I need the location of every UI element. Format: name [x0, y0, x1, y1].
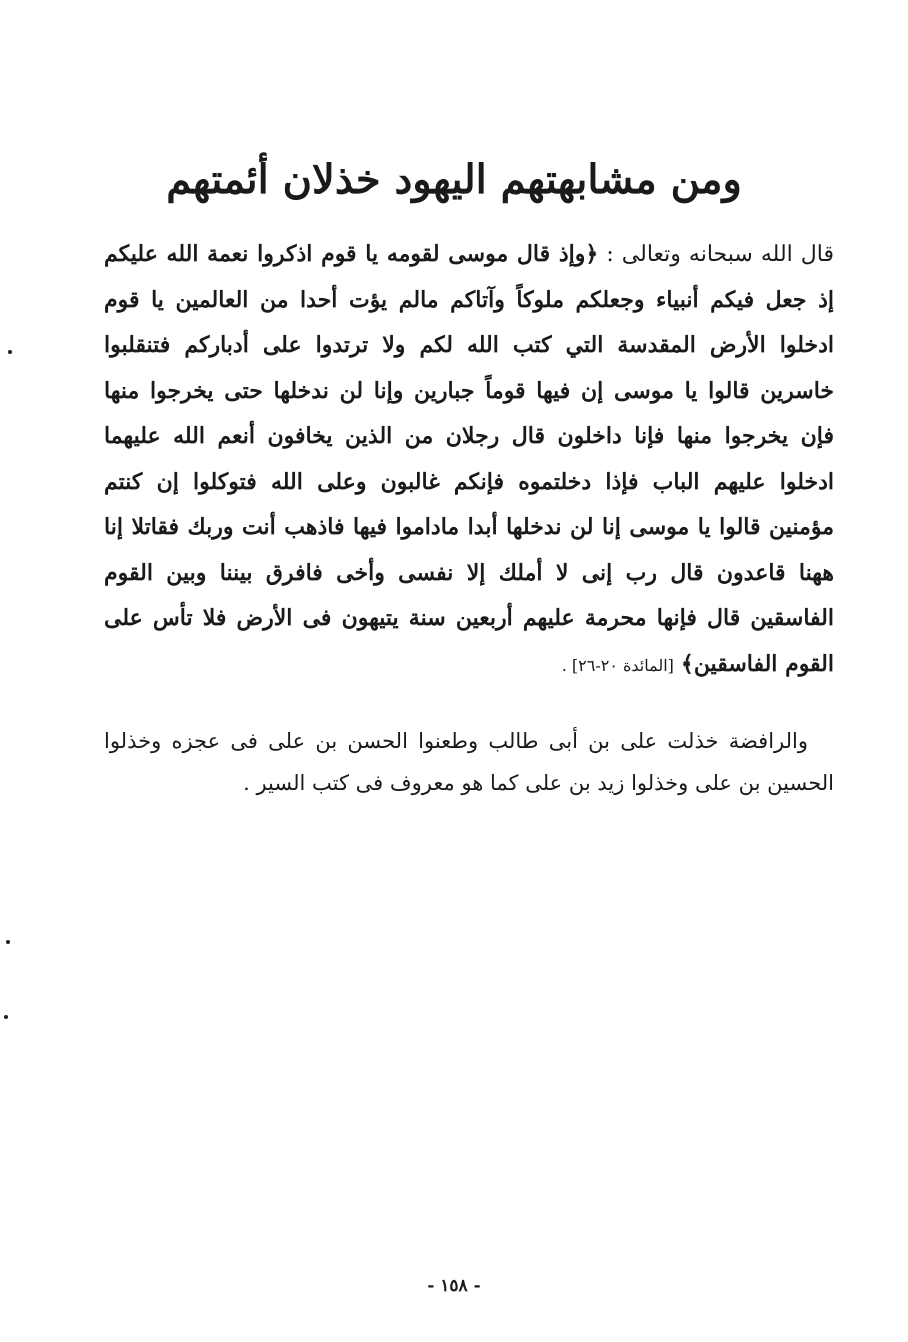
quran-paragraph — [104, 232, 834, 688]
page-title: ومن مشابهتهم اليهود خذلان أئمتهم — [166, 156, 742, 203]
scan-speck — [6, 940, 10, 944]
verse-reference: [المائدة ٢٠-٢٦] . — [561, 655, 674, 675]
scan-speck — [4, 1015, 8, 1019]
rafida-paragraph: والرافضة خذلت على بن أبى طالب وطعنوا الحسن بن على فى عجزه وخذلوا الحسين بن على وخذلوا زيد بن على كما هو معروف فى كتب السير . — [104, 729, 834, 795]
scan-speck — [8, 350, 12, 354]
verse-intro: قال الله سبحانه وتعالى : — [606, 242, 835, 267]
page-number: - ١٥٨ - — [427, 1276, 481, 1296]
quran-verse: ﴿وإذ قال موسى لقومه يا قوم اذكروا نعمة الله عليكم إذ جعل فيكم أنبياء وجعلكم ملوكاً وآتاكم مالم يؤت أحدا من العالمين يا قوم ادخلوا الأرض المقدسة التي كتب الله لكم ولا ترتدوا على أدباركم فتنقلبوا خاسرين قالوا يا موسى إن فيها قوماً جبارين وإنا لن ندخلها حتى يخرجوا منها فإن يخرجوا منها فإنا داخلون قال رجلان من الذين يخافون أنعم الله عليهما ادخلوا عليهم الباب فإذا دخلتموه فإنكم غالبون وعلى الله فتوكلوا إن كنتم مؤمنين قالوا يا موسى إنا لن ندخلها أبدا ماداموا فيها فاذهب أنت وربك فقاتلا إنا ههنا قاعدون قال رب إنى لا أملك إلا نفسى وأخى فافرق بيننا وبين القوم الفاسقين قال فإنها محرمة عليهم أربعين سنة يتيهون فى الأرض فلا تأس على القوم الفاسقين﴾ — [104, 241, 834, 677]
